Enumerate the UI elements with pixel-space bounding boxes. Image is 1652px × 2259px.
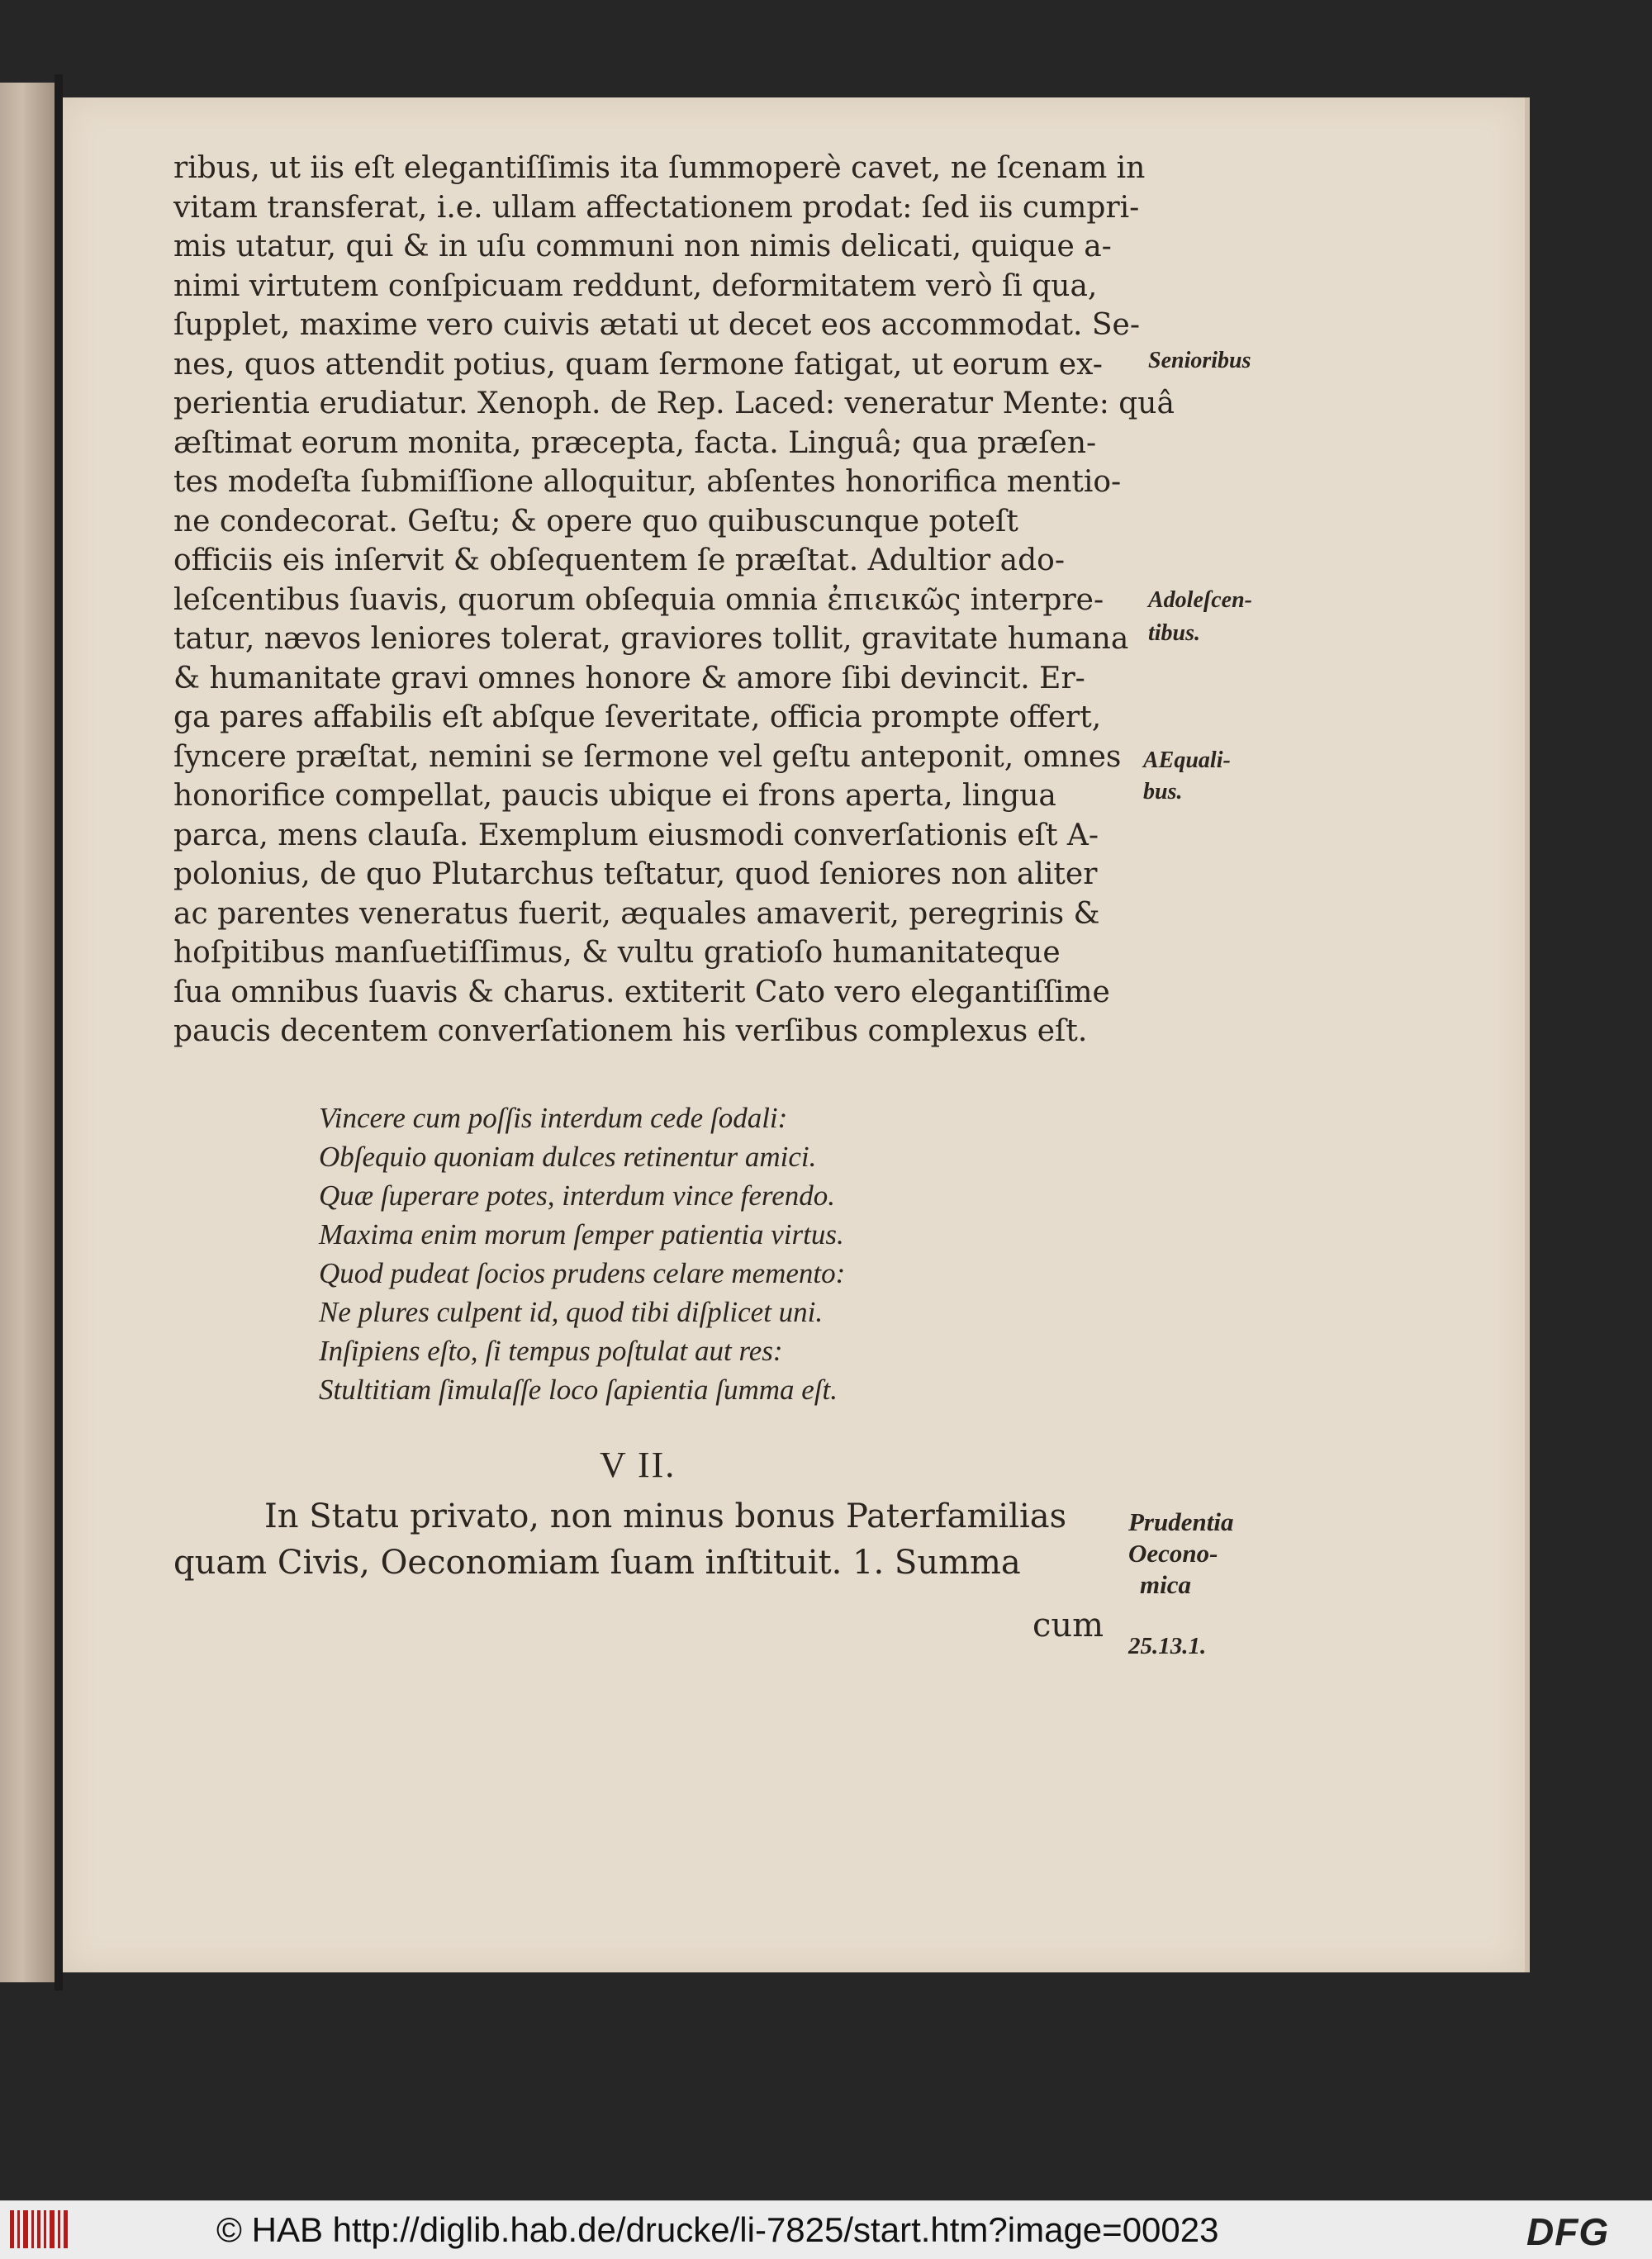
main-paragraph	[173, 149, 1175, 1051]
text-line: paucis decentem converſationem his verſibus complexus eſt.	[173, 1014, 1088, 1048]
margin-note-oeconomica: Oecono-	[1128, 1539, 1218, 1568]
verse-line: Vincere cum poſſis interdum cede ſodali:	[319, 1102, 788, 1134]
text-line: mis utatur, qui & in uſu communi non nimis delicati, quique a-	[173, 230, 1112, 263]
page-edge	[1525, 97, 1530, 1972]
text-line: nimi virtutem conſpicuam reddunt, deformitatem verò ſi qua,	[173, 268, 1098, 303]
text-line: parca, mens clauſa. Exemplum eiusmodi converſationis eſt A-	[173, 818, 1099, 852]
margin-note-aequalibus: AEquali-	[1143, 747, 1231, 773]
margin-note-mica: mica	[1140, 1570, 1191, 1599]
citation-link[interactable]: © HAB http://diglib.hab.de/drucke/li-7825/start.htm?image=00023	[216, 2210, 1219, 2249]
text-line: ſupplet, maxime vero cuivis ætati ut decet eos accommodat. Se-	[173, 308, 1140, 342]
margin-note-senioribus: Senioribus	[1148, 348, 1251, 373]
text-line: In Statu privato, non minus bonus Paterfamilias	[264, 1497, 1067, 1535]
margin-note-prudentia: Prudentia	[1128, 1507, 1234, 1536]
text-line: nes, quos attendit potius, quam ſermone fatigat, ut eorum ex-	[173, 347, 1103, 382]
margin-note-adolescentibus-cont: tibus.	[1148, 620, 1201, 646]
margin-note-adolescentibus: Adoleſcen-	[1148, 587, 1252, 613]
text-line: ſyncere præſtat, nemini se ſermone vel geſtu anteponit, omnes	[173, 739, 1122, 774]
text-line: ribus, ut iis eſt elegantiſſimis ita ſummoperè cavet, ne ſcenam in	[173, 151, 1146, 185]
text-line: tes modeſta ſubmiſſione alloquitur, abſentes honorifica mentio-	[173, 465, 1122, 499]
text-line: polonius, de quo Plutarchus teſtatur, quod ſeniores non aliter	[173, 857, 1098, 891]
verse-line: Quod pudeat ſocios prudens celare memento:	[319, 1257, 846, 1289]
text-line: æſtimat eorum monita, præcepta, facta. Linguâ; qua præſen-	[173, 425, 1097, 460]
page-gutter-shadow	[55, 74, 63, 1991]
text-line: ſua omnibus ſuavis & charus. extiterit Cato vero elegantiſſime	[173, 975, 1110, 1009]
verse-line: Ne plures culpent id, quod tibi diſplicet uni.	[319, 1296, 824, 1328]
section-heading: V II.	[600, 1445, 676, 1485]
margin-note-aequalibus-cont: bus.	[1143, 779, 1183, 804]
text-line: & humanitate gravi omnes honore & amore ſibi devincit. Er-	[173, 661, 1085, 695]
section-paragraph	[173, 1493, 1066, 1586]
verse-line: Stultitiam ſimulaſſe loco ſapientia ſumma eſt.	[319, 1374, 838, 1406]
text-line: officiis eis inſervit & obſequentem ſe præſtat. Adultior ado-	[173, 543, 1065, 577]
margin-note-reference: 25.13.1.	[1128, 1633, 1207, 1659]
verse-line: Maxima enim morum ſemper patientia virtus.	[319, 1218, 844, 1251]
text-line: honorifice compellat, paucis ubique ei frons aperta, lingua	[173, 779, 1056, 813]
text-line: ne condecorat. Geſtu; & opere quo quibuscunque poteſt	[173, 504, 1018, 539]
verse-line: Obſequio quoniam dulces retinentur amici.	[319, 1141, 817, 1173]
text-line: tatur, nævos leniores tolerat, graviores tollit, gravitate humana	[173, 622, 1129, 656]
text-line: hoſpitibus manſuetiſſimus, & vultu gratioſo humanitateque	[173, 936, 1061, 970]
footer-bar	[0, 2200, 1652, 2259]
text-line: leſcentibus ſuavis, quorum obſequia omnia ἐπιεικῶς interpre-	[173, 582, 1104, 617]
verse-line: Quæ ſuperare potes, interdum vince ferendo.	[319, 1179, 836, 1212]
verse-line: Inſipiens eſto, ſi tempus poſtulat aut res:	[319, 1335, 783, 1367]
text-line: ga pares affabilis eſt abſque ſeveritate, officia prompte offert,	[173, 700, 1102, 734]
text-line: perientia erudiatur. Xenoph. de Rep. Laced: veneratur Mente: quâ	[173, 387, 1175, 420]
adjacent-page-edge	[0, 83, 55, 1982]
text-line: ac parentes veneratus fuerit, æquales amaverit, peregrinis &	[173, 896, 1100, 931]
verse-block	[319, 1099, 845, 1409]
text-line: quam Civis, Oeconomiam ſuam inſtituit. 1. Summa	[173, 1544, 1021, 1582]
text-line: vitam transferat, i.e. ullam affectationem prodat: ſed iis cumpri-	[173, 190, 1140, 225]
catchword: cum	[1032, 1606, 1104, 1644]
dfg-logo: DFG	[1526, 2210, 1610, 2253]
hab-logo-icon	[10, 2210, 68, 2248]
